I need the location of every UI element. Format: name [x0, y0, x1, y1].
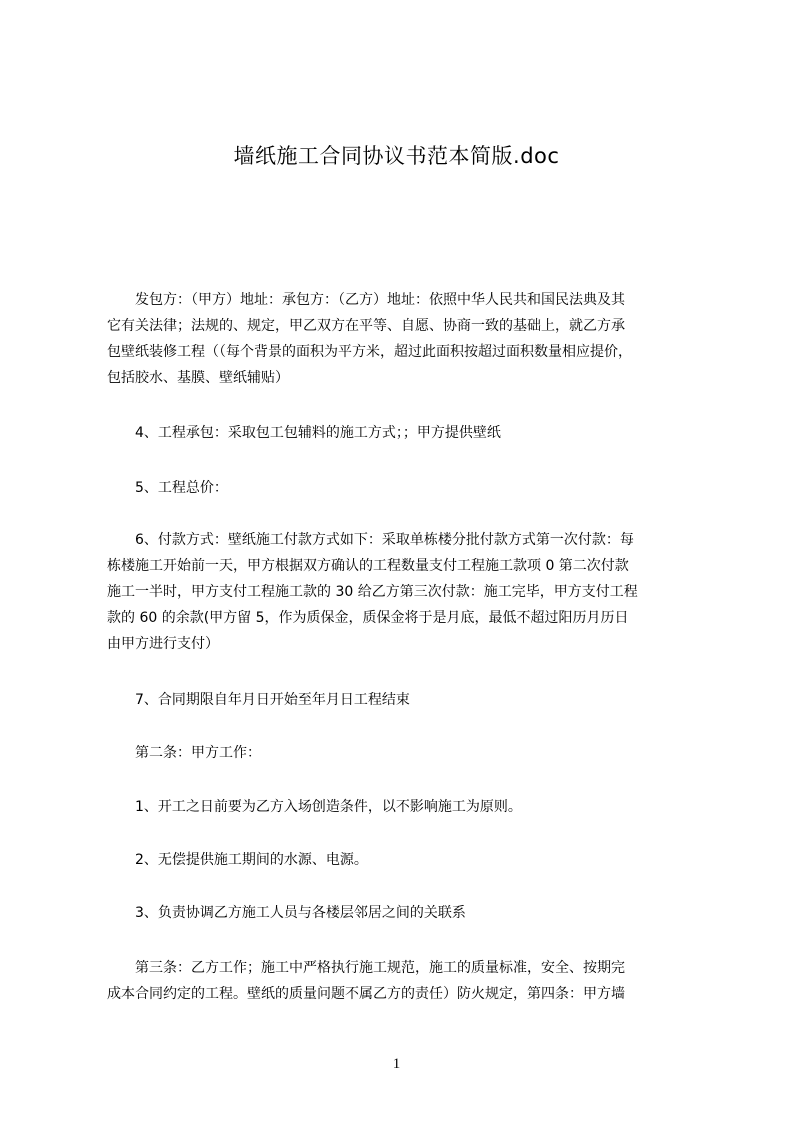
text-line: 3、负责协调乙方施工人员与各楼层邻居之间的关联系 — [107, 905, 466, 921]
text-line: 第二条：甲方工作： — [107, 745, 261, 761]
paragraph-article-2-item-1 — [107, 794, 699, 820]
paragraph-article-2-item-2 — [107, 847, 699, 873]
document-title: 墙纸施工合同协议书范本简版.doc — [233, 144, 560, 168]
text-line: 第三条：乙方工作；施工中严格执行施工规范，施工的质量标准，安全、按期完 — [107, 960, 625, 976]
text-line: 发包方：（甲方）地址：承包方：（乙方）地址：依照中华人民共和国民法典及其 — [107, 292, 625, 308]
paragraph-parties — [107, 287, 699, 391]
text-line: 款的 60 的余款(甲方留 5，作为质保金，质保金将于是月底，最低不超过阳历月历日 — [107, 610, 629, 626]
paragraph-article-2-item-3 — [107, 900, 699, 926]
text-line: 它有关法律；法规的、规定，甲乙双方在平等、自愿、协商一致的基础上，就乙方承 — [107, 318, 625, 334]
text-line: 4、工程承包：采取包工包辅料的施工方式；；甲方提供壁纸 — [107, 425, 501, 441]
text-line: 2、无偿提供施工期间的水源、电源。 — [107, 852, 368, 868]
text-line: 成本合同约定的工程。壁纸的质量问题不属乙方的责任）防火规定，第四条：甲方墙 — [107, 986, 625, 1002]
paragraph-clause-4 — [107, 420, 699, 446]
text-line: 栋楼施工开始前一天，甲方根据双方确认的工程数量支付工程施工款项 0 第二次付款 — [107, 558, 629, 574]
text-line: 6、付款方式：壁纸施工付款方式如下：采取单栋楼分批付款方式第一次付款：每 — [107, 532, 634, 548]
paragraph-clause-7 — [107, 687, 699, 713]
paragraph-clause-6 — [107, 527, 699, 657]
text-line: 包括胶水、基膜、壁纸辅贴） — [107, 370, 289, 386]
paragraph-clause-5 — [107, 475, 699, 501]
page-number: 1 — [392, 1056, 401, 1072]
text-line: 包壁纸装修工程（（每个背景的面积为平方米，超过此面积按超过面积数量相应提价， — [107, 344, 632, 360]
text-line: 由甲方进行支付） — [107, 636, 219, 652]
text-line: 施工一半时，甲方支付工程施工款的 30 给乙方第三次付款：施工完毕，甲方支付工程 — [107, 584, 638, 600]
paragraph-article-2-heading — [107, 740, 699, 766]
text-line: 1、开工之日前要为乙方入场创造条件，以不影响施工为原则。 — [107, 799, 522, 815]
text-line: 5、工程总价： — [107, 480, 228, 496]
paragraph-article-3 — [107, 955, 699, 1007]
text-line: 7、合同期限自年月日开始至年月日工程结束 — [107, 692, 410, 708]
